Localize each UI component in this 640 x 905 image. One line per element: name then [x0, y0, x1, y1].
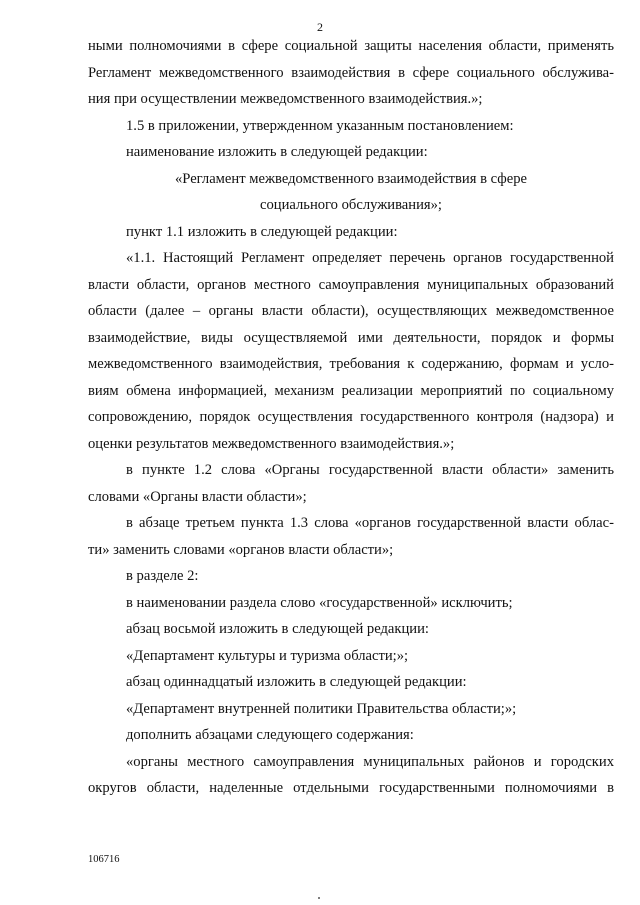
text-line: власти области, органов местного самоуправления муниципальных образований: [88, 276, 614, 293]
text-line: ния при осуществлении межведомственного взаимодействия.»;: [88, 91, 483, 107]
text-line: пункт 1.1 изложить в следующей редакции:: [126, 223, 398, 240]
text-line: абзац одиннадцатый изложить в следующей редакции:: [126, 674, 467, 690]
text-line: сопровождению, порядок осуществления государственного контроля (надзора) и: [88, 409, 614, 425]
text-line: ти» заменить словами «органов власти области»;: [88, 541, 394, 558]
page-number: 2: [317, 20, 323, 34]
text-line: дополнить абзацами следующего содержания:: [126, 727, 414, 743]
text-line: оценки результатов межведомственного взаимодействия.»;: [88, 435, 455, 452]
document-body: [88, 33, 614, 802]
text-line: Регламент межведомственного взаимодействия в сфере социального обслужива-: [88, 64, 614, 81]
text-line: словами «Органы власти области»;: [88, 488, 307, 505]
text-line: в абзаце третьем пункта 1.3 слова «органов государственной власти облас-: [126, 515, 614, 531]
text-line: округов области, наделенные отдельными государственными полномочиями в: [88, 780, 614, 796]
text-line: межведомственного взаимодействия, требования к содержанию, формам и усло-: [88, 356, 614, 372]
text-line: социального обслуживания»;: [260, 197, 442, 213]
text-line: ными полномочиями в сфере социальной защиты населения области, применять: [88, 38, 614, 54]
document-code: 106716: [88, 854, 120, 865]
text-line: в пункте 1.2 слова «Органы государственной власти области» заменить: [126, 462, 614, 478]
text-line: в разделе 2:: [126, 568, 199, 584]
text-line: абзац восьмой изложить в следующей редакции:: [126, 621, 429, 637]
scan-mark: [318, 897, 320, 899]
text-line: взаимодействие, виды осуществляемой ими деятельности, порядок и формы: [88, 329, 614, 346]
text-line: «Департамент внутренней политики Правительства области;»;: [126, 700, 517, 717]
text-line: 1.5 в приложении, утвержденном указанным постановлением:: [126, 117, 514, 134]
text-line: наименование изложить в следующей редакции:: [126, 144, 428, 160]
text-line: в наименовании раздела слово «государственной» исключить;: [126, 594, 513, 611]
text-line: виям обмена информацией, механизм реализации мероприятий по социальному: [88, 382, 614, 399]
text-line: «1.1. Настоящий Регламент определяет перечень органов государственной: [126, 250, 614, 266]
text-line: «органы местного самоуправления муниципальных районов и городских: [126, 753, 614, 770]
text-line: области (далее – органы власти области), осуществляющих межведомственное: [88, 303, 614, 319]
text-line: «Регламент межведомственного взаимодействия в сфере: [174, 170, 528, 187]
text-line: «Департамент культуры и туризма области;»;: [126, 647, 409, 664]
